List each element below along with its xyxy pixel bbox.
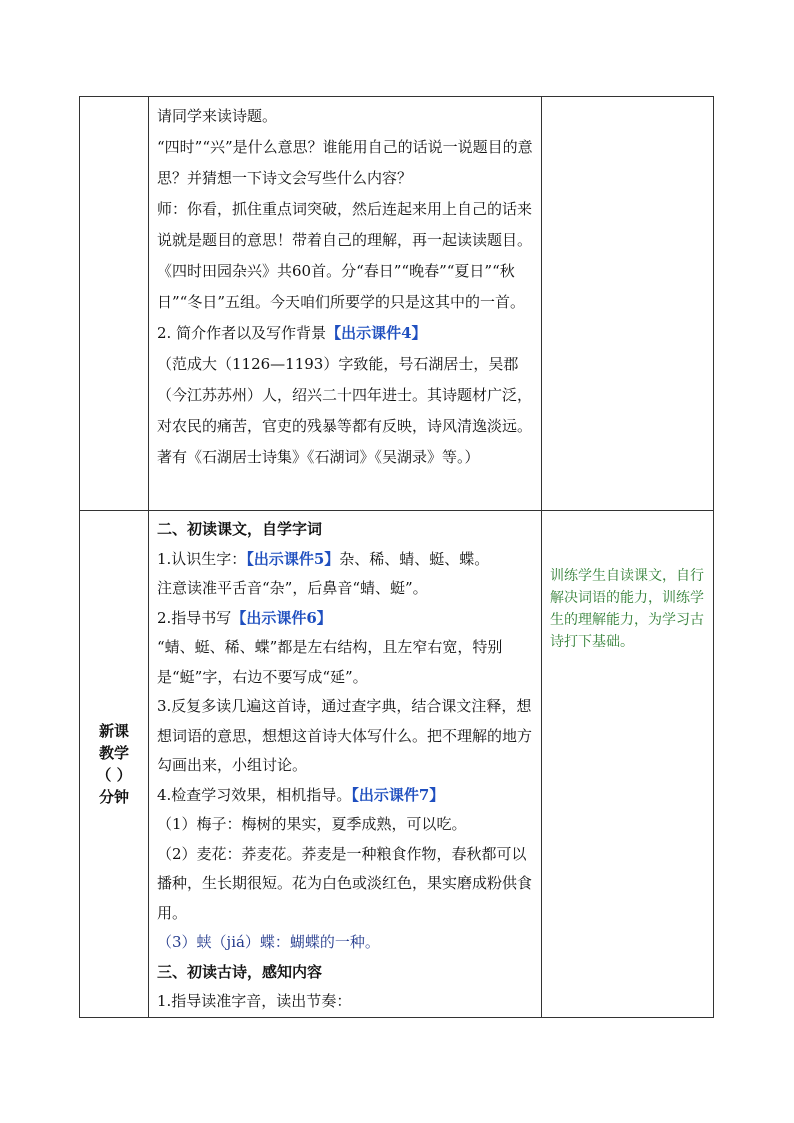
note-cell	[542, 511, 714, 1018]
courseware-ref: 【出示课件7】	[351, 785, 445, 804]
section-heading: 二、初读课文，自学字词	[157, 520, 323, 538]
content-line: 师：你看，抓住重点词突破，然后连起来用上自己的话来说就是题目的意思！带着自己的理解，再一起读读题目。	[157, 200, 533, 249]
content-line: 1.认识生字：【出示课件5】杂、稀、蜻、蜓、蝶。	[157, 549, 490, 568]
content-line: 3.反复多读几遍这首诗，通过查字典，结合课文注释，想想词语的意思，想想这首诗大体写什么。把不理解的地方勾画出来，小组讨论。	[157, 697, 533, 774]
courseware-ref: 【出示课件6】	[231, 608, 332, 627]
note-cell	[542, 97, 714, 511]
lesson-plan-table	[79, 96, 714, 1018]
content-line: 请同学来读诗题。	[157, 107, 278, 125]
content-line: （范成大（1126—1193）字致能，号石湖居士，吴郡（今江苏苏州）人，绍兴二十四年进士。其诗题材广泛，对农民的痛苦，官吏的残暴等都有反映，诗风清逸淡远。著有《石湖居士诗集》《石湖词》《吴湖录》等。）	[157, 355, 533, 466]
content-line: 注意读准平舌音“杂”，后鼻音“蜻、蜓”。	[157, 579, 428, 597]
content-line: 4.检查学习效果，相机指导。【出示课件7】	[157, 785, 445, 804]
content-line: “蜻、蜓、稀、蝶”都是左右结构，且左窄右宽，特别是“蜓”字，右边不要写成“延”。	[157, 638, 503, 686]
content-text	[149, 97, 541, 473]
content-cell	[149, 511, 542, 1018]
section-heading: 三、初读古诗，感知内容	[157, 962, 323, 981]
section-label-cell	[80, 511, 149, 1018]
table-row	[80, 97, 714, 511]
design-note	[542, 97, 713, 151]
content-text	[149, 511, 541, 1017]
content-line: （1）梅子：梅树的果实，夏季成熟，可以吃。	[157, 815, 467, 833]
content-line: 1.指导读准字音，读出节奏：	[157, 992, 352, 1010]
content-line: 2.指导书写【出示课件6】	[157, 608, 332, 627]
courseware-ref: 【出示课件4】	[326, 324, 427, 342]
section-label-cell	[80, 97, 149, 511]
content-line: 2. 简介作者以及写作背景【出示课件4】	[157, 324, 427, 342]
table-row	[80, 511, 714, 1018]
courseware-ref: 【出示课件5】	[246, 549, 340, 568]
content-line: 《四时田园杂兴》共60首。分“春日”“晚春”“夏日”“秋日”“冬日”五组。今天咱们所要学的只是这其中的一首。	[157, 262, 526, 311]
content-line: “四时”“兴”是什么意思？谁能用自己的话说一说题目的意思？并猜想一下诗文会写些什么内容？	[157, 138, 533, 187]
content-cell	[149, 97, 542, 511]
design-note: 训练学生自读课文，自行解决词语的能力，训练学生的理解能力，为学习古诗打下基础。	[550, 568, 704, 650]
content-line: （3）蛱（jiá）蝶：蝴蝶的一种。	[157, 933, 380, 951]
section-label: 新课教学（ ）分钟	[96, 721, 132, 806]
content-line: （2）麦花：荞麦花。荞麦是一种粮食作物，春秋都可以播种，生长期很短。花为白色或淡红色，果实磨成粉供食用。	[157, 844, 533, 922]
